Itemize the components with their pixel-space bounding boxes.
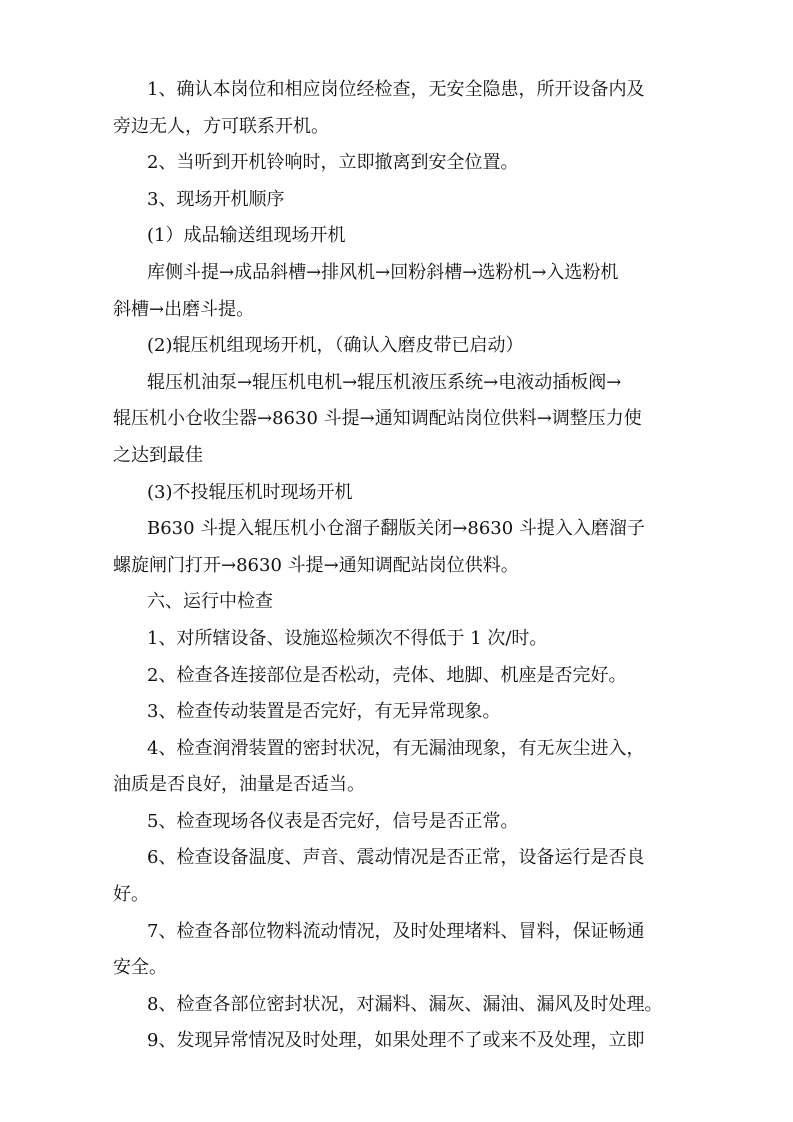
paragraph (113, 72, 693, 145)
text-line: (2)辊压机组现场开机，（确认入磨皮带已启动） (147, 335, 524, 357)
paragraph (113, 1023, 693, 1060)
paragraph (113, 365, 693, 475)
text-line: 库侧斗提→成品斜槽→排风机→回粉斜槽→选粉机→入选粉机 (147, 261, 619, 283)
text-line: 油质是否良好，油量是否适当。 (113, 774, 365, 796)
text-line: 6、检查设备温度、声音、震动情况是否正常，设备运行是否良 (147, 847, 645, 869)
paragraph (113, 804, 693, 841)
text-line: 4、检查润滑装置的密封状况，有无漏油现象，有无灰尘进入， (147, 737, 645, 759)
text-line: 辊压机小仓收尘器→8630 斗提→通知调配站岗位供料→调整压力使 (113, 408, 642, 430)
text-line: 2、当听到开机铃响时，立即撤离到安全位置。 (147, 152, 519, 174)
paragraph (113, 658, 693, 695)
paragraph (113, 731, 693, 804)
paragraph (113, 182, 693, 219)
text-line: 六、运行中检查 (147, 591, 273, 613)
paragraph (113, 621, 693, 658)
text-line: (3)不投辊压机时现场开机 (147, 481, 353, 503)
paragraph (113, 145, 693, 182)
paragraph (113, 694, 693, 731)
paragraph (113, 255, 693, 328)
text-line: 辊压机油泵→辊压机电机→辊压机液压系统→电液动插板阀→ (147, 371, 622, 393)
document-body (113, 72, 693, 1060)
text-line: 9、发现异常情况及时处理，如果处理不了或来不及处理，立即 (147, 1030, 645, 1052)
text-line: 2、检查各连接部位是否松动，壳体、地脚、机座是否完好。 (147, 664, 627, 686)
paragraph (113, 511, 693, 584)
text-line: (1）成品输送组现场开机 (147, 225, 346, 247)
text-line: 1、确认本岗位和相应岗位经检查，无安全隐患，所开设备内及 (147, 79, 645, 100)
text-line: 7、检查各部位物料流动情况，及时处理堵料、冒料，保证畅通 (147, 920, 645, 942)
text-line: 之达到最佳 (113, 444, 203, 466)
text-line: 3、现场开机顺序 (147, 188, 285, 210)
text-line: 斜槽→出磨斗提。 (113, 298, 255, 320)
paragraph (113, 218, 693, 255)
text-line: 3、检查传动装置是否完好，有无异常现象。 (147, 701, 501, 723)
text-line: 8、检查各部位密封状况，对漏料、漏灰、漏油、漏风及时处理。 (147, 993, 663, 1015)
paragraph (113, 475, 693, 512)
text-line: B630 斗提入辊压机小仓溜子翻版关闭→8630 斗提入入磨溜子 (147, 518, 645, 540)
text-line: 安全。 (113, 957, 167, 979)
paragraph (113, 987, 693, 1024)
paragraph (113, 914, 693, 987)
paragraph (113, 584, 693, 621)
text-line: 好。 (113, 884, 149, 906)
text-line: 5、检查现场各仪表是否完好，信号是否正常。 (147, 810, 519, 832)
text-line: 1、对所辖设备、设施巡检频次不得低于 1 次/时。 (147, 627, 548, 649)
paragraph (113, 328, 693, 365)
text-line: 螺旋闸门打开→8630 斗提→通知调配站岗位供料。 (113, 554, 519, 576)
paragraph (113, 840, 693, 913)
text-line: 旁边无人，方可联系开机。 (113, 115, 329, 137)
